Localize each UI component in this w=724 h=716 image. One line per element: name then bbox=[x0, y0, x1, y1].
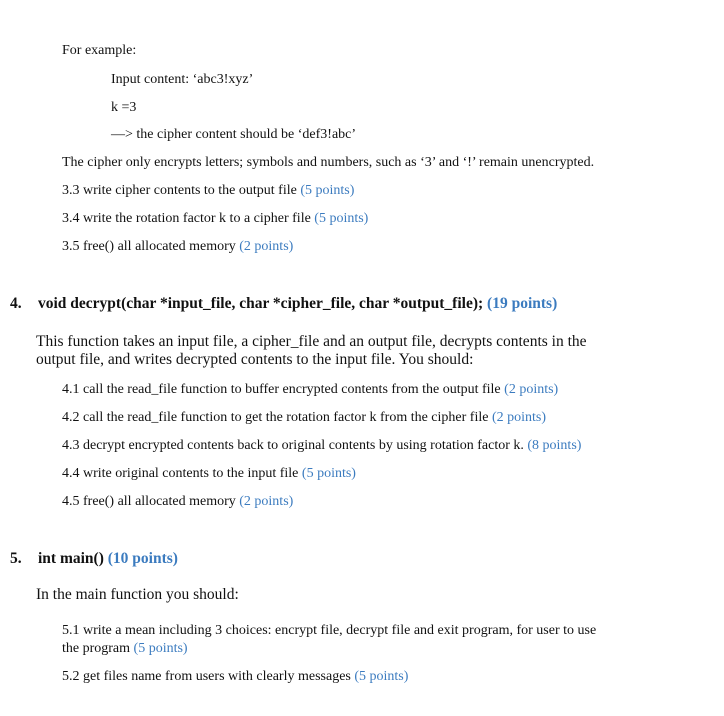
list-item bbox=[62, 493, 293, 511]
item-text: 3.3 write cipher contents to the output file bbox=[62, 183, 297, 198]
section-signature: void decrypt(char *input_file, char *cipher_file, char *output_file); bbox=[38, 295, 484, 312]
item-text: the program bbox=[62, 641, 131, 656]
example-k: k =3 bbox=[111, 100, 137, 115]
list-item bbox=[62, 182, 354, 200]
points-label: (2 points) bbox=[491, 410, 547, 425]
item-text: 4.4 write original contents to the input file bbox=[62, 466, 299, 481]
example-input: Input content: ‘abc3!xyz’ bbox=[111, 72, 254, 87]
section-number: 4. bbox=[10, 295, 22, 312]
section-5-desc: In the main function you should: bbox=[36, 586, 239, 603]
list-item bbox=[62, 381, 558, 399]
points-label: (2 points) bbox=[239, 239, 294, 254]
section-5-heading bbox=[10, 549, 178, 569]
item-text: 4.5 free() all allocated memory bbox=[62, 494, 236, 509]
points-label: (8 points) bbox=[527, 438, 582, 453]
item-text: 4.1 call the read_file function to buffer encrypted contents from the output file bbox=[62, 382, 501, 397]
item-text: 4.3 decrypt encrypted contents back to original contents by using rotation factor k. bbox=[62, 438, 524, 453]
list-item-line1: 5.1 write a mean including 3 choices: encrypt file, decrypt file and exit program, for user to use bbox=[62, 623, 597, 638]
section-number: 5. bbox=[10, 550, 22, 567]
section-points: (19 points) bbox=[487, 295, 558, 312]
list-item bbox=[62, 668, 408, 686]
points-label: (2 points) bbox=[504, 382, 559, 397]
example-output: —> the cipher content should be ‘def3!abc’ bbox=[111, 127, 357, 142]
points-label: (5 points) bbox=[301, 466, 356, 481]
points-label: (2 points) bbox=[239, 494, 294, 509]
points-label: (5 points) bbox=[133, 641, 188, 656]
section-4-heading bbox=[10, 294, 557, 314]
example-note: The cipher only encrypts letters; symbols and numbers, such as ‘3’ and ‘!’ remain unencrypted. bbox=[62, 155, 595, 170]
points-label: (5 points) bbox=[354, 669, 409, 684]
list-item bbox=[62, 238, 293, 256]
section-4-desc-line1: This function takes an input file, a cipher_file and an output file, decrypts contents in the bbox=[36, 333, 587, 350]
list-item-line2 bbox=[62, 640, 188, 658]
points-label: (5 points) bbox=[314, 211, 369, 226]
example-heading: For example: bbox=[62, 43, 137, 58]
item-text: 5.2 get files name from users with clearly messages bbox=[62, 669, 351, 684]
item-text: 4.2 call the read_file function to get the rotation factor k from the cipher file bbox=[62, 410, 489, 425]
section-points: (10 points) bbox=[107, 550, 178, 567]
points-label: (5 points) bbox=[300, 183, 355, 198]
section-signature: int main() bbox=[38, 550, 104, 567]
item-text: 3.4 write the rotation factor k to a cipher file bbox=[62, 211, 311, 226]
list-item bbox=[62, 437, 581, 455]
list-item bbox=[62, 210, 368, 228]
section-4-desc-line2: output file, and writes decrypted contents to the input file. You should: bbox=[36, 351, 474, 368]
item-text: 3.5 free() all allocated memory bbox=[62, 239, 236, 254]
list-item bbox=[62, 465, 356, 483]
list-item bbox=[62, 409, 546, 427]
